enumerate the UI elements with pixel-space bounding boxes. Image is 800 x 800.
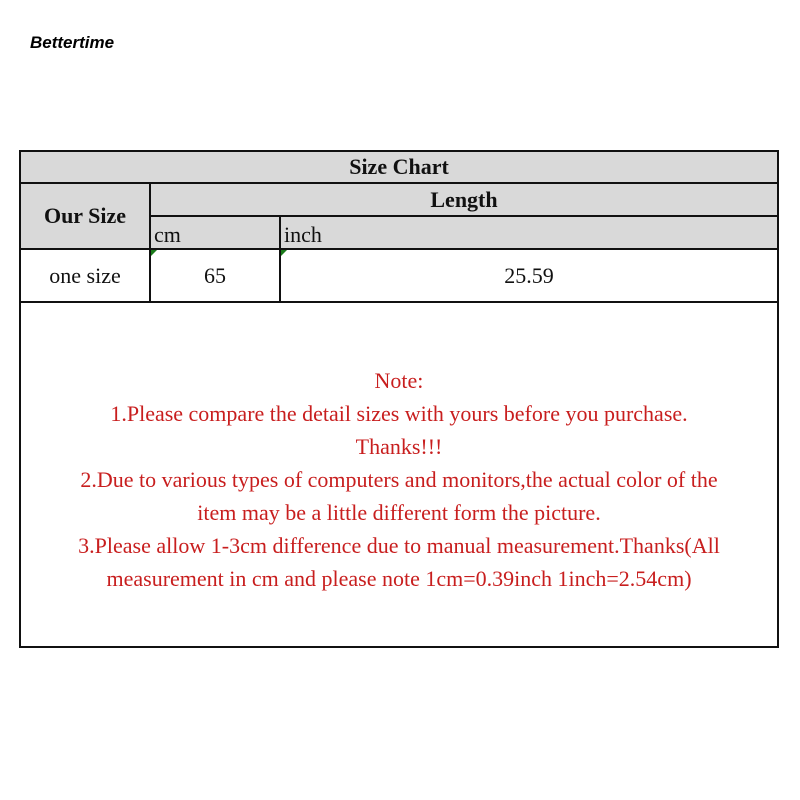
- size-chart-title: Size Chart: [21, 152, 777, 183]
- cm-value-cell: [150, 249, 280, 302]
- cell-marker-icon: [151, 250, 157, 256]
- brand-logo-text: Bettertime: [30, 33, 115, 52]
- inch-value: 25.59: [504, 262, 554, 288]
- note-line: 1.Please compare the detail sizes with yours before you purchase.: [110, 401, 688, 426]
- size-value-cell: one size: [21, 249, 150, 302]
- inch-value-cell: [280, 249, 777, 302]
- note-line: 2.Due to various types of computers and monitors,the actual color of the: [80, 467, 718, 492]
- note-line: item may be a little different form the picture.: [197, 500, 601, 525]
- note-line: Thanks!!!: [355, 434, 443, 459]
- our-size-header: Our Size: [21, 183, 150, 249]
- unit-cm-header: cm: [150, 216, 280, 249]
- size-table: [21, 152, 777, 303]
- table-row: [21, 249, 777, 302]
- cm-value: 65: [204, 262, 226, 288]
- cell-marker-icon: [281, 250, 287, 256]
- unit-inch-header: inch: [280, 216, 777, 249]
- note-heading: Note:: [374, 368, 424, 393]
- note-line: measurement in cm and please note 1cm=0.39inch 1inch=2.54cm): [106, 566, 692, 591]
- note-block: [21, 364, 777, 595]
- length-header: Length: [150, 183, 777, 216]
- size-chart: [19, 150, 779, 648]
- note-line: 3.Please allow 1-3cm difference due to manual measurement.Thanks(All: [78, 533, 720, 558]
